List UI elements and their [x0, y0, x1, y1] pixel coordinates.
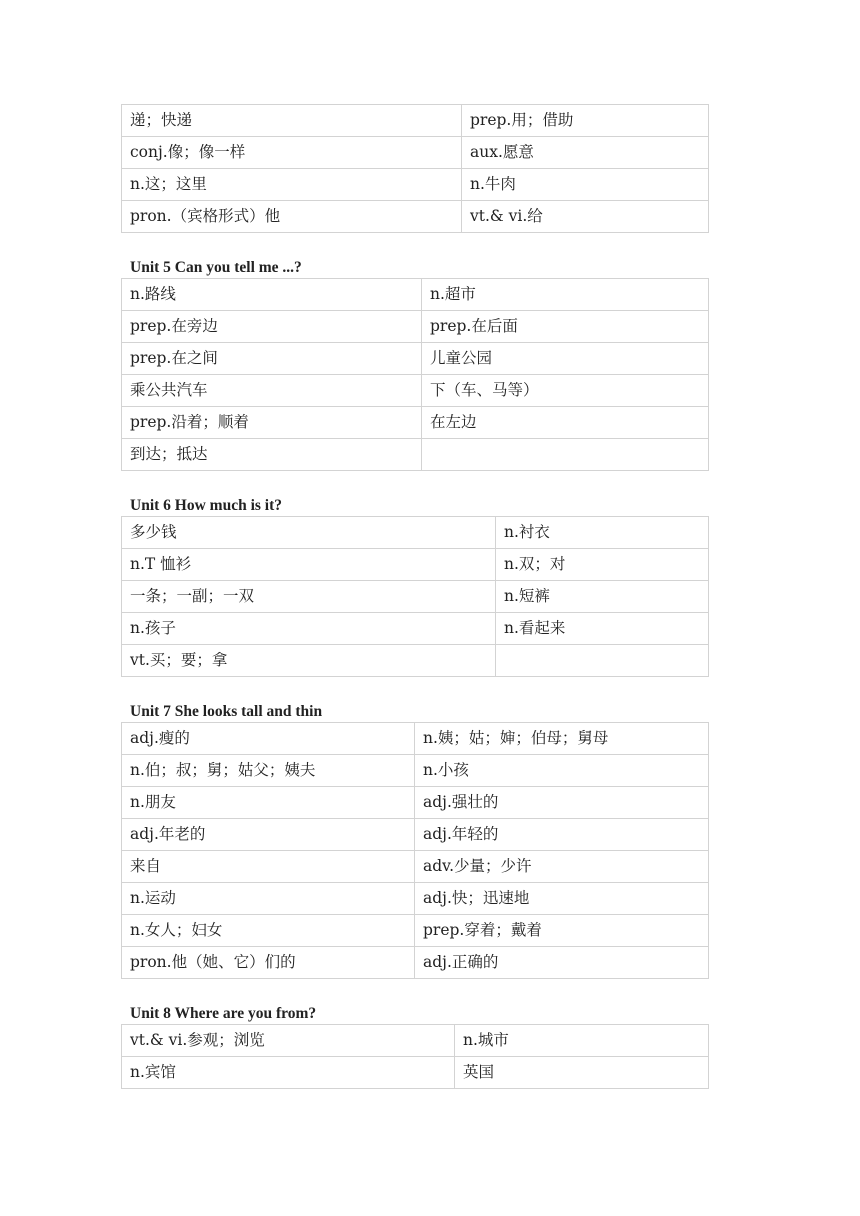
chinese-meaning-cell: n.衬衣: [496, 517, 709, 549]
chinese-meaning-cell: n.姨；姑；婶；伯母；舅母: [415, 723, 709, 755]
table-row: [122, 851, 709, 883]
chinese-meaning-cell: 儿童公园: [422, 343, 709, 375]
chinese-meaning-cell: 来自: [122, 851, 415, 883]
chinese-meaning-cell: n.短裤: [496, 581, 709, 613]
chinese-meaning-cell: adj.快；迅速地: [415, 883, 709, 915]
chinese-meaning-cell: 乘公共汽车: [122, 375, 422, 407]
chinese-meaning-cell: adj.正确的: [415, 947, 709, 979]
chinese-meaning-cell: vt.买；要；拿: [122, 645, 496, 677]
chinese-meaning-cell: prep.在旁边: [122, 311, 422, 343]
chinese-meaning-cell: adj.强壮的: [415, 787, 709, 819]
unit-5-title: Unit 5 Can you tell me ...?: [130, 259, 302, 276]
chinese-meaning-cell: vt.& vi.给: [462, 201, 709, 233]
unit-7-title: Unit 7 She looks tall and thin: [130, 703, 323, 720]
unit-6-title: Unit 6 How much is it?: [130, 497, 282, 514]
chinese-meaning-cell: prep.在后面: [422, 311, 709, 343]
table-row: [122, 201, 709, 233]
chinese-meaning-cell: n.宾馆: [122, 1057, 455, 1089]
table-row: [122, 137, 709, 169]
chinese-meaning-cell: 英国: [455, 1057, 709, 1089]
table-row: [122, 755, 709, 787]
chinese-meaning-cell: prep.沿着；顺着: [122, 407, 422, 439]
chinese-meaning-cell: prep.穿着；戴着: [415, 915, 709, 947]
chinese-meaning-cell: adj.年轻的: [415, 819, 709, 851]
chinese-meaning-cell: 在左边: [422, 407, 709, 439]
chinese-meaning-cell: 一条；一副；一双: [122, 581, 496, 613]
empty-cell: [422, 439, 709, 471]
empty-cell: [496, 645, 709, 677]
table-row: [122, 915, 709, 947]
chinese-meaning-cell: adv.少量；少许: [415, 851, 709, 883]
table-row: [122, 375, 709, 407]
table-row: [122, 169, 709, 201]
chinese-meaning-cell: 多少钱: [122, 517, 496, 549]
table-row: [122, 947, 709, 979]
chinese-meaning-cell: n.路线: [122, 279, 422, 311]
table-row: [122, 1025, 709, 1057]
chinese-meaning-cell: 下（车、马等）: [422, 375, 709, 407]
table-row: [122, 613, 709, 645]
chinese-meaning-cell: n.牛肉: [462, 169, 709, 201]
chinese-meaning-cell: n.超市: [422, 279, 709, 311]
table-row: [122, 883, 709, 915]
unit-8-title: Unit 8 Where are you from?: [130, 1005, 317, 1022]
vocab-table-unit-5: [121, 278, 709, 471]
chinese-meaning-cell: n.朋友: [122, 787, 415, 819]
chinese-meaning-cell: n.孩子: [122, 613, 496, 645]
vocab-table-unit-8: [121, 1024, 709, 1089]
chinese-meaning-cell: n.伯；叔；舅；姑父；姨夫: [122, 755, 415, 787]
chinese-meaning-cell: n.看起来: [496, 613, 709, 645]
chinese-meaning-cell: n.运动: [122, 883, 415, 915]
chinese-meaning-cell: aux.愿意: [462, 137, 709, 169]
table-row: [122, 517, 709, 549]
table-row: [122, 787, 709, 819]
table-row: [122, 819, 709, 851]
chinese-meaning-cell: conj.像；像一样: [122, 137, 462, 169]
table-row: [122, 645, 709, 677]
table-row: [122, 723, 709, 755]
chinese-meaning-cell: pron.他（她、它）们的: [122, 947, 415, 979]
vocab-table-unit-7: [121, 722, 709, 979]
chinese-meaning-cell: prep.用；借助: [462, 105, 709, 137]
chinese-meaning-cell: 递；快递: [122, 105, 462, 137]
chinese-meaning-cell: vt.& vi.参观；浏览: [122, 1025, 455, 1057]
chinese-meaning-cell: n.小孩: [415, 755, 709, 787]
table-row: [122, 1057, 709, 1089]
vocab-table-unit-4: [121, 104, 709, 233]
chinese-meaning-cell: adj.瘦的: [122, 723, 415, 755]
chinese-meaning-cell: adj.年老的: [122, 819, 415, 851]
document-page: [121, 104, 709, 1089]
table-row: [122, 311, 709, 343]
table-row: [122, 549, 709, 581]
table-row: [122, 439, 709, 471]
chinese-meaning-cell: n.城市: [455, 1025, 709, 1057]
table-row: [122, 581, 709, 613]
table-row: [122, 343, 709, 375]
table-row: [122, 407, 709, 439]
chinese-meaning-cell: prep.在之间: [122, 343, 422, 375]
chinese-meaning-cell: pron.（宾格形式）他: [122, 201, 462, 233]
chinese-meaning-cell: 到达；抵达: [122, 439, 422, 471]
chinese-meaning-cell: n.这；这里: [122, 169, 462, 201]
chinese-meaning-cell: n.女人；妇女: [122, 915, 415, 947]
vocab-table-unit-6: [121, 516, 709, 677]
table-row: [122, 105, 709, 137]
chinese-meaning-cell: n.双；对: [496, 549, 709, 581]
table-row: [122, 279, 709, 311]
chinese-meaning-cell: n.T 恤衫: [122, 549, 496, 581]
